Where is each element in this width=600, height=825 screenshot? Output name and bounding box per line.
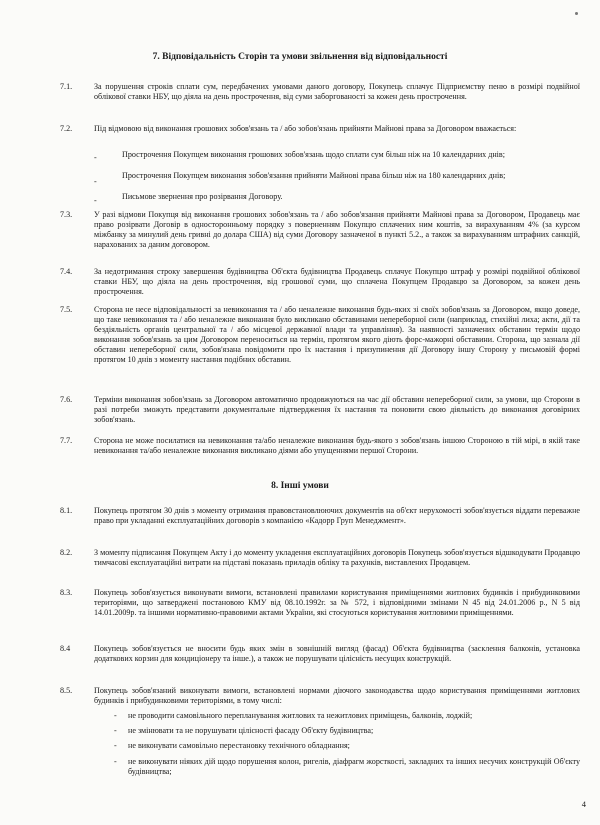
bullet-dash: -: [114, 741, 117, 750]
clause-7-2-sub-3: Письмове звернення про розірвання Договору.: [122, 192, 283, 201]
clause-7-4: [60, 267, 580, 299]
clause-7-1: [60, 82, 580, 114]
clause-text: За недотримання строку завершення будівництва Об'єкта будівництва Продавець сплачує Покупцю штраф у розмірі подвійної облікової ставки НБУ, що діяла на день прострочення, від грошової суми, що сплачена Покупцем Продавцю за Договором, за кожен день прострочення.: [94, 267, 580, 297]
clause-number: 7.2.: [60, 124, 73, 133]
bullet-dash: -: [114, 726, 117, 735]
clause-8-5-sub-2: не змінювати та не порушувати цілісності фасаду Об'єкту будівництва;: [128, 726, 374, 735]
clause-8-3: [60, 588, 580, 640]
clause-number: 8.2.: [60, 548, 73, 557]
scan-speck: [575, 12, 578, 15]
clause-number: 7.3.: [60, 210, 73, 219]
clause-7-7: [60, 436, 580, 468]
clause-8-5: [60, 686, 580, 708]
clause-text: Покупець зобов'язується виконувати вимоги, встановлені правилами користування приміщеннями житлових будинків і прибудинковими територіями, що затверджені постановою КМУ від 08.10.1992г. за № 572, і відповідними змінами N 45 від 24.01.2006 р., N 5 від 14.01.2009р. та іншими нормативно-правовими актами України, які стосуються користування житловими приміщеннями.: [94, 588, 580, 618]
bullet-dash: -: [114, 757, 117, 766]
clause-number: 8.3.: [60, 588, 73, 597]
clause-text: Покупець зобов'язаний виконувати вимоги, встановлені нормами діючого законодавства щодо користування приміщеннями житлових будинків і прибудинковими територіями, в тому числі:: [94, 686, 580, 706]
clause-number: 7.6.: [60, 395, 73, 404]
clause-number: 7.7.: [60, 436, 73, 445]
clause-text: Терміни виконання зобов'язань за Договором автоматично продовжуються на час дії обставин непереборної сили, за умови, що Сторони в разі потреби зможуть представити документальне підтвердження їх настання та поновити свою діяльність до виконання договірних зобов'язань.: [94, 395, 580, 425]
section-7-title: 7. Відповідальність Сторін та умови звільнення від відповідальності: [152, 52, 448, 62]
clause-text: Під відмовою від виконання грошових зобов'язань та / або зобов'язань прийняти Майнові права за Договором вважається:: [94, 124, 517, 133]
clause-8-5-sub-3: не виконувати самовільно перестановку технічного обладнання;: [128, 741, 350, 750]
clause-8-2: [60, 548, 580, 580]
clause-text: Покупець зобов'язується не вносити будь яких змін в зовнішній вигляд (фасад) Об'єкта будівництва (засклення балконів, установка додаткових корзин для кондиціонеру та інше.), а також не порушувати цілісність несущих конструкцій.: [94, 644, 580, 664]
bullet-dash: -: [94, 177, 97, 186]
clause-7-2-sub-2: Прострочення Покупцем виконання зобов'язання прийняти Майнові права більш ніж на 180 календарних днів;: [122, 171, 506, 180]
clause-8-5-sub-1: не проводити самовільного перепланування житлових та нежитлових приміщень, балконів, лоджій;: [128, 711, 473, 720]
clause-7-3: [60, 210, 580, 262]
clause-text: За порушення строків сплати сум, передбачених умовами даного договору, Покупець сплачує Підприємству пеню в розмірі подвійної облікової ставки НБУ, що діяла на день прострочення, від суми заборгованості за кожен день прострочення.: [94, 82, 580, 102]
clause-7-5: [60, 305, 580, 377]
clause-7-2-sub-1: Прострочення Покупцем виконання грошових зобов'язань щодо сплати сум більш ніж на 10 календарних днів;: [122, 150, 506, 159]
clause-8-1: [60, 506, 580, 538]
bullet-dash: -: [94, 153, 97, 162]
clause-text: У разі відмови Покупця від виконання грошових зобов'язань та / або зобов'язання прийняти Майнові права за Договором, Продавець має право розірвати Договір в односторонньому порядку з поверненням Покупцю сплачених ним коштів, за вирахуванням 4% (за курсом міжбанку за минулий день гривні до долара США) від суми Договору зазначеної в пункті 5.2., а також за вирахуванням штрафних санкцій, нарахованих за даним договором.: [94, 210, 580, 250]
clause-number: 8.4: [60, 644, 71, 653]
clause-number: 8.5.: [60, 686, 73, 695]
clause-8-4: [60, 644, 580, 676]
bullet-dash: -: [94, 196, 97, 205]
clause-number: 7.5.: [60, 305, 73, 314]
clause-text: З моменту підписання Покупцем Акту і до моменту укладення експлуатаційних договорів Покупець зобов'язується відшкодувати Продавцю тимчасові експлуатаційні витрати на підставі показань приладів обліку та рахунків, виставлених Продавцем.: [94, 548, 580, 568]
clause-text: Сторона не несе відповідальності за невиконання та / або неналежне виконання будь-яких зі своїх зобов'язань за Договором, якщо доведе, що таке невиконання та / або неналежне виконання було викликано обставинами непереборної сили (наприклад, стихійні лиха; акти, дії та бездіяльність органів центральної та / або місцевої державної влади та управління). За наявності зазначених обставин термін щодо виконання зобов'язань за цим Договором переноситься на термін, протягом якого діють форс-мажорні обставини. Сторона, що зазнала дії обставин непереборної сили, зобов'язана повідомити про їх настання і призупинення дії Договору іншу Сторону у письмовій формі протягом 10 днів з моменту настання подібних обставин.: [94, 305, 580, 365]
clause-number: 8.1.: [60, 506, 73, 515]
clause-text: Сторона не може посилатися на невиконання та/або неналежне виконання будь-якого з зобов'язань іншою Стороною в тій мірі, в якій таке невиконання та/або неналежне виконання викликано діями або упущеннями першої Сторони.: [94, 436, 580, 456]
clause-7-6: [60, 395, 580, 427]
clause-number: 7.4.: [60, 267, 73, 276]
bullet-dash: -: [114, 711, 117, 720]
page-number: 4: [581, 799, 586, 809]
clause-text: Покупець протягом 30 днів з моменту отримання правовстановлюючих документів на об'єкт нерухомості зобов'язується віддати переважне право при укладанні експлуатаційних договорів з компанією «Кадорр Груп Менеджмент».: [94, 506, 580, 526]
section-8-title: 8. Інші умови: [271, 481, 329, 491]
clause-number: 7.1.: [60, 82, 73, 91]
clause-7-2: [60, 124, 580, 146]
clause-8-5-sub-4: не виконувати ніяких дій щодо порушення колон, ригелів, діафрагм жорсткості, закладних та інших несучих конструкцій Об'єкту будівництва;: [128, 757, 580, 777]
